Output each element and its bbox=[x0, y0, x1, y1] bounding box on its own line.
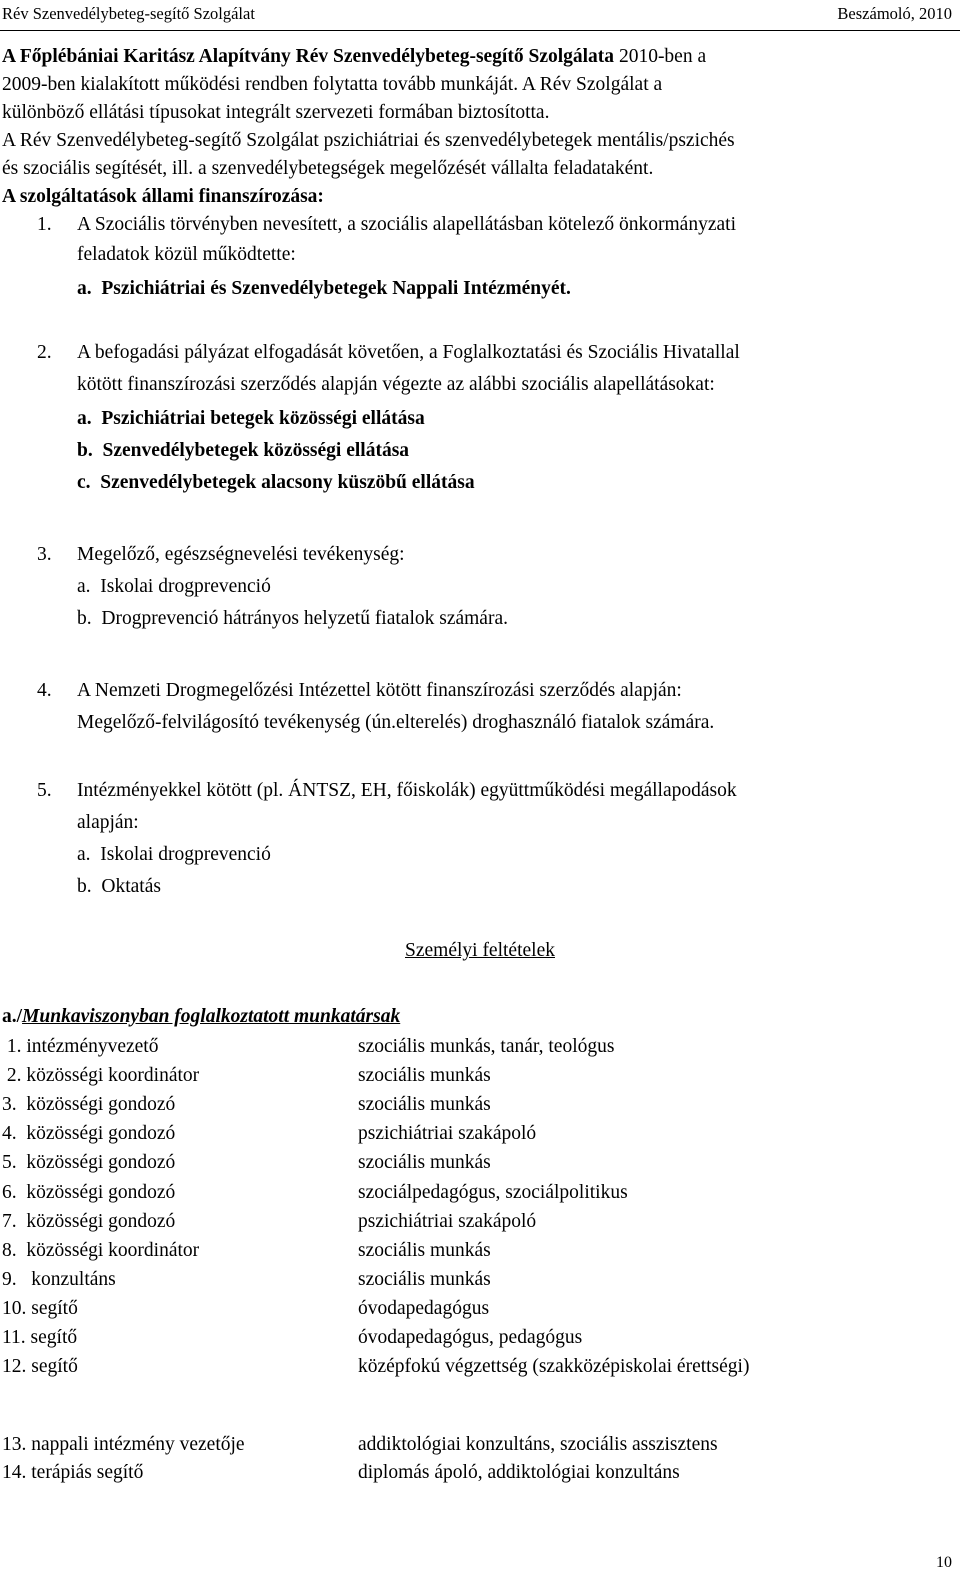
sub-letter: b. bbox=[77, 440, 93, 461]
intro-line-3: különböző ellátási típusokat integrált szervezeti formában biztosította. bbox=[2, 102, 550, 123]
staff-role: 11. segítő bbox=[2, 1327, 78, 1348]
sub-letter: a. bbox=[77, 278, 92, 299]
sub-text: Szenvedélybetegek alacsony küszöbű ellátása bbox=[100, 472, 475, 493]
item-line: Megelőző, egészségnevelési tevékenység: bbox=[77, 544, 405, 565]
staff-qualification: szociális munkás, tanár, teológus bbox=[358, 1036, 615, 1057]
item-number: 4. bbox=[37, 680, 52, 701]
staff-role: 13. nappali intézmény vezetője bbox=[2, 1434, 245, 1455]
header-right: Beszámoló, 2010 bbox=[837, 4, 952, 23]
page-header bbox=[0, 0, 960, 31]
staff-qualification: középfokú végzettség (szakközépiskolai érettségi) bbox=[358, 1356, 750, 1378]
staff-qualification: pszichiátriai szakápoló bbox=[358, 1123, 537, 1145]
staff-qualification: addiktológiai konzultáns, szociális asszisztens bbox=[358, 1434, 718, 1455]
sub-item bbox=[77, 438, 409, 464]
staff-role: 9. konzultáns bbox=[2, 1268, 116, 1290]
section-title: Személyi feltételek bbox=[405, 940, 555, 961]
sub-letter: a. bbox=[77, 844, 91, 865]
staff-role: 3. közösségi gondozó bbox=[2, 1094, 176, 1116]
sub-text: Szenvedélybetegek közösségi ellátása bbox=[102, 440, 410, 461]
sub-letter: b. bbox=[77, 608, 92, 629]
item-line: feladatok közül működtette: bbox=[77, 244, 296, 265]
item-number: 1. bbox=[37, 214, 52, 235]
foundation-name: A Főplébániai Karitász Alapítvány Rév Szenvedélybeteg-segítő Szolgálata bbox=[2, 46, 615, 67]
intro-line-2: 2009-ben kialakított működési rendben folytatta tovább munkáját. A Rév Szolgálat a bbox=[2, 74, 663, 95]
item-line: A befogadási pályázat elfogadását követően, a Foglalkoztatási és Szociális Hivatallal bbox=[77, 342, 740, 363]
staff-table-extra bbox=[2, 1432, 957, 1492]
sub-letter: b. bbox=[77, 876, 92, 897]
staff-qualification: szociális munkás bbox=[358, 1094, 491, 1116]
item-number: 3. bbox=[37, 544, 52, 565]
sub-text: Oktatás bbox=[101, 876, 161, 897]
staff-role: 4. közösségi gondozó bbox=[2, 1123, 176, 1145]
staff-qualification: diplomás ápoló, addiktológiai konzultáns bbox=[358, 1462, 680, 1483]
header-left: Rév Szenvedélybeteg-segítő Szolgálat bbox=[2, 4, 255, 23]
item-line: A Nemzeti Drogmegelőzési Intézettel kötött finanszírozási szerződés alapján: bbox=[77, 680, 682, 701]
staff-role: 5. közösségi gondozó bbox=[2, 1152, 176, 1174]
staff-qualification: szociális munkás bbox=[358, 1268, 491, 1290]
item-number: 2. bbox=[37, 342, 52, 363]
item-line: Intézményekkel kötött (pl. ÁNTSZ, EH, főiskolák) együttműködési megállapodások bbox=[77, 780, 737, 801]
sub-letter: a. bbox=[77, 576, 91, 597]
staff-role: 2. közösségi koordinátor bbox=[2, 1065, 200, 1087]
item-line: Megelőző-felvilágosító tevékenység (ún.elterelés) droghasználó fiatalok számára. bbox=[77, 712, 715, 733]
sub-text: Iskolai drogprevenció bbox=[100, 576, 271, 597]
staff-table bbox=[2, 1034, 957, 1378]
sub-item bbox=[77, 276, 571, 302]
sub-text: Iskolai drogprevenció bbox=[100, 844, 271, 865]
intro-line-4: A Rév Szenvedélybeteg-segítő Szolgálat pszichiátriai és szenvedélybetegek mentális/pszichés bbox=[2, 130, 735, 151]
staff-qualification: szociális munkás bbox=[358, 1065, 491, 1087]
sub-item bbox=[77, 874, 161, 900]
sub-text: Pszichiátriai betegek közösségi ellátása bbox=[101, 408, 425, 429]
staff-qualification: óvodapedagógus bbox=[358, 1297, 490, 1319]
sub-item bbox=[77, 470, 475, 496]
sub-item bbox=[77, 406, 425, 432]
staff-role: 14. terápiás segítő bbox=[2, 1462, 144, 1483]
staff-role: 6. közösségi gondozó bbox=[2, 1181, 176, 1203]
sub-text: Pszichiátriai és Szenvedélybetegek Nappali Intézményét. bbox=[101, 278, 571, 299]
staff-role: 10. segítő bbox=[2, 1297, 78, 1319]
staff-qualification: szociális munkás bbox=[358, 1239, 491, 1261]
page-number: 10 bbox=[936, 1554, 952, 1571]
sub-item bbox=[77, 842, 271, 868]
staff-qualification: pszichiátriai szakápoló bbox=[358, 1210, 537, 1232]
sub-text: Drogprevenció hátrányos helyzetű fiatalok számára. bbox=[101, 608, 508, 629]
intro-line-1-rest: 2010-ben a bbox=[614, 46, 707, 67]
staff-prefix: a./ bbox=[2, 1006, 23, 1027]
staff-role: 8. közösségi koordinátor bbox=[2, 1239, 200, 1261]
staff-qualification: szociálpedagógus, szociálpolitikus bbox=[358, 1181, 628, 1203]
staff-role: 7. közösségi gondozó bbox=[2, 1210, 176, 1232]
staff-role: 12. segítő bbox=[2, 1356, 78, 1378]
staff-role: 1. intézményvezető bbox=[2, 1036, 159, 1057]
intro-line-1 bbox=[2, 44, 706, 70]
sub-item bbox=[77, 606, 508, 632]
item-line: kötött finanszírozási szerződés alapján végezte az alábbi szociális alapellátásokat: bbox=[77, 374, 715, 395]
item-line: A Szociális törvényben nevesített, a szociális alapellátásban kötelező önkormányzati bbox=[77, 214, 736, 235]
staff-qualification: óvodapedagógus, pedagógus bbox=[358, 1327, 583, 1348]
sub-letter: c. bbox=[77, 472, 91, 493]
item-line: alapján: bbox=[77, 812, 139, 833]
staff-heading bbox=[2, 1004, 957, 1030]
staff-qualification: szociális munkás bbox=[358, 1152, 491, 1174]
sub-letter: a. bbox=[77, 408, 92, 429]
item-number: 5. bbox=[37, 780, 52, 801]
staff-title: Munkaviszonyban foglalkoztatott munkatársak bbox=[22, 1006, 401, 1027]
financing-heading: A szolgáltatások állami finanszírozása: bbox=[2, 186, 324, 207]
intro-line-5: és szociális segítését, ill. a szenvedélybetegségek megelőzését vállalta feladataként. bbox=[2, 158, 654, 179]
sub-item bbox=[77, 574, 271, 600]
